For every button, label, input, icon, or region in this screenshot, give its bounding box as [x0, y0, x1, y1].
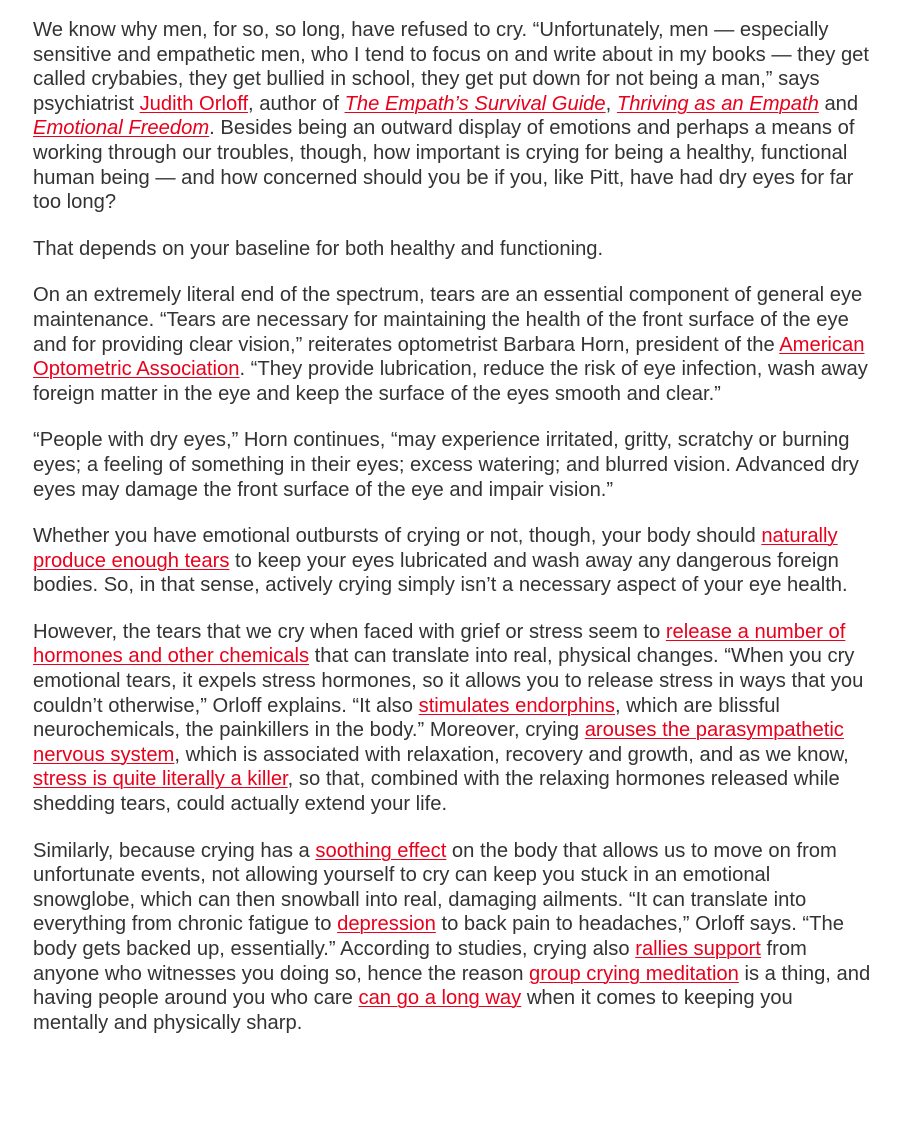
paragraph-text: “People with dry eyes,” Horn continues, “may experience irritated, gritty, scratchy or burning eyes; a feeling of something in their eyes; excess watering; and blurred vision. Advanced dry eyes may damage the front surface of the eye and impair vision.”	[33, 429, 859, 501]
link-can-go-a-long-way[interactable]: can go a long way	[358, 987, 522, 1010]
paragraph	[33, 524, 872, 598]
paragraph-text: That depends on your baseline for both healthy and functioning.	[33, 237, 604, 260]
paragraph-text: However, the tears that we cry when faced with grief or stress seem to	[33, 620, 666, 643]
link-thriving-as-an-empath[interactable]: Thriving as an Empath	[616, 92, 819, 115]
link-stress-killer[interactable]: stress is quite literally a killer	[33, 768, 288, 791]
paragraph-text: that can translate into real, physical changes. “When you cry emotional tears, it expels stress hormones, so it allows you to release stress in ways that you couldn’t otherwise,” Orloff explains. “It also	[33, 645, 864, 717]
link-american-optometric-association[interactable]: American Optometric Association	[33, 333, 865, 381]
paragraph-text: to back pain to headaches,” Orloff says. “The body gets backed up, essentially.” According to studies, crying also	[33, 913, 844, 960]
link-depression[interactable]: depression	[337, 913, 436, 936]
link-naturally-produce-enough-tears[interactable]: naturally produce enough tears	[33, 525, 838, 572]
link-empaths-survival-guide[interactable]: The Empath’s Survival Guide	[344, 92, 606, 115]
paragraph-text: We know why men, for so, so long, have refused to cry. “Unfortunately, men — especially sensitive and empathetic men, who I tend to focus on and write about in my books — they get called crybabies, they get bullied in school, they get put down for not being a man,” says psychiatrist	[33, 19, 870, 115]
paragraph-text: on the body that allows us to move on from unfortunate events, not allowing yourself to cry can keep you stuck in an emotional snowglobe, which can then snowball into real, damaging ailments. “It can translate into everything from chronic fatigue to	[33, 839, 837, 936]
paragraph	[33, 18, 872, 215]
link-parasympathetic-nervous-system[interactable]: arouses the parasympathetic nervous system	[33, 719, 844, 766]
link-judith-orloff[interactable]: Judith Orloff	[139, 92, 249, 115]
paragraph-text: On an extremely literal end of the spectrum, tears are an essential component of general eye maintenance. “Tears are necessary for maintaining the health of the front surface of the eye and for providing clear vision,” reiterates optometrist Barbara Horn, president of the	[33, 284, 863, 356]
link-soothing-effect[interactable]: soothing effect	[315, 839, 447, 862]
link-group-crying-meditation[interactable]: group crying meditation	[529, 962, 739, 985]
paragraph	[33, 839, 872, 1036]
link-emotional-freedom[interactable]: Emotional Freedom	[33, 117, 210, 140]
paragraph-text: ,	[605, 92, 617, 115]
link-stimulates-endorphins[interactable]: stimulates endorphins	[418, 694, 615, 717]
paragraph-text: , so that, combined with the relaxing hormones released while shedding tears, could actually extend your life.	[33, 768, 840, 816]
paragraph	[33, 237, 872, 262]
paragraph-text: , author of	[248, 92, 345, 115]
paragraph	[33, 283, 872, 406]
paragraph-text: and	[818, 92, 859, 115]
paragraph-text: . Besides being an outward display of emotions and perhaps a means of working through our troubles, though, how important is crying for being a healthy, functional human being — and how concerned should you be if you, like Pitt, have had dry eyes for far too long?	[33, 117, 855, 214]
paragraph-text: , which are blissful neurochemicals, the painkillers in the body.” Moreover, crying	[33, 694, 780, 742]
link-rallies-support[interactable]: rallies support	[635, 938, 761, 960]
paragraph-text: from anyone who witnesses you doing so, hence the reason	[33, 938, 807, 985]
paragraph-text: Whether you have emotional outbursts of crying or not, though, your body should	[33, 525, 762, 548]
paragraph	[33, 620, 872, 817]
paragraph-text: . “They provide lubrication, reduce the risk of eye infection, wash away foreign matter in the eye and keep the surface of the eyes smooth and clear.”	[33, 358, 868, 405]
paragraph	[33, 428, 872, 502]
paragraph-text: is a thing, and having people around you who care	[33, 962, 871, 1010]
paragraph-text: , which is associated with relaxation, recovery and growth, and as we know,	[174, 743, 849, 766]
link-release-hormones[interactable]: release a number of hormones and other chemicals	[33, 620, 846, 668]
paragraph-text: when it comes to keeping you mentally and physically sharp.	[33, 987, 793, 1034]
paragraph-text: to keep your eyes lubricated and wash away any dangerous foreign bodies. So, in that sense, actively crying simply isn’t a necessary aspect of your eye health.	[33, 549, 848, 597]
paragraph-text: Similarly, because crying has a	[33, 839, 316, 862]
